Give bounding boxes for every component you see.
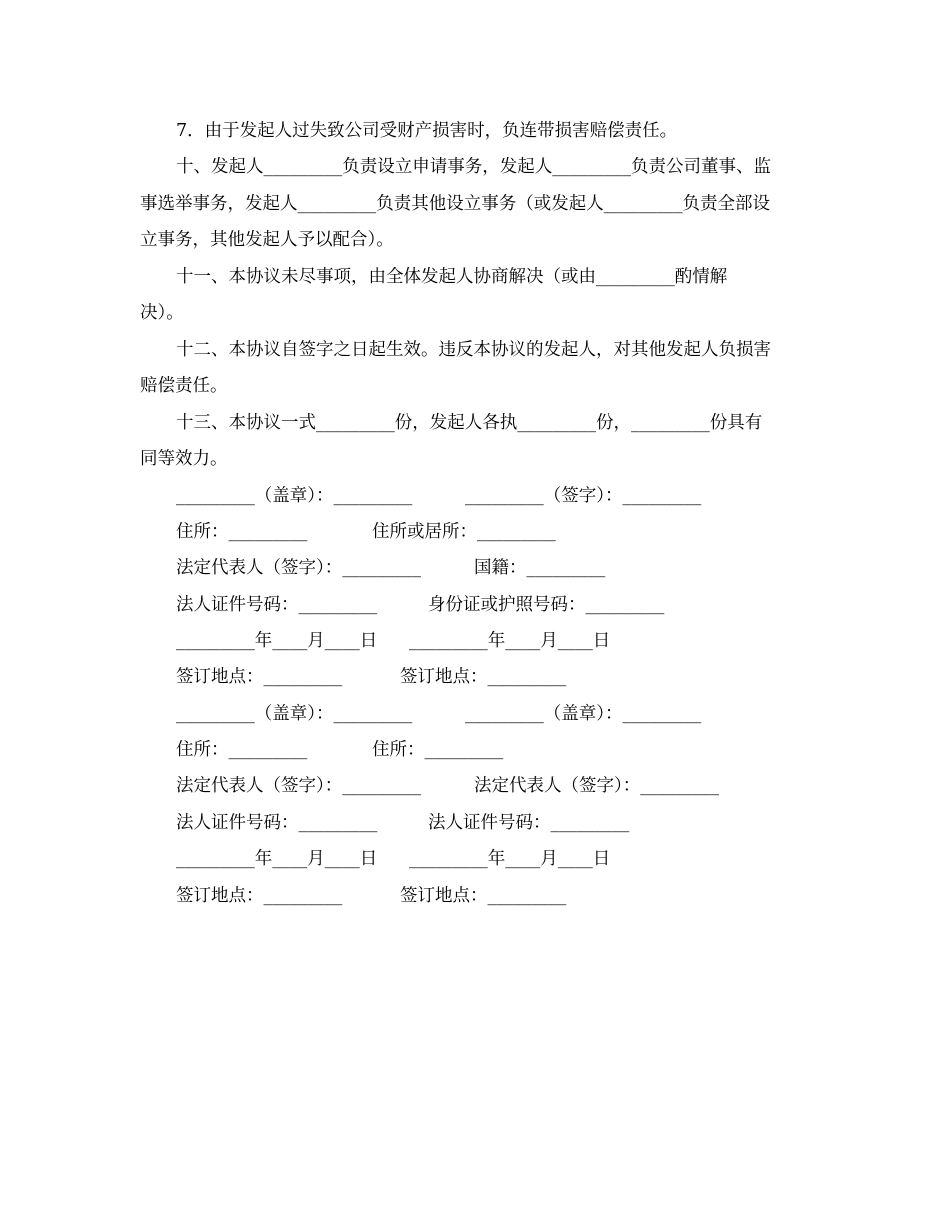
sig2-place-left: 签订地点：_________ [176,886,343,906]
sig2-seal-right: _________（盖章）：_________ [465,704,702,724]
sig1-place-left: 签订地点：_________ [176,667,343,687]
sig1-place-right: 签订地点：_________ [400,667,567,687]
sig1-date-right: _________年____月____日 [409,631,611,651]
sig2-date-right: _________年____月____日 [409,849,611,869]
sig2-legal-rep-left: 法定代表人（签字）：_________ [176,776,421,796]
sig1-nationality-right: 国籍：_________ [474,558,606,578]
sig1-cert-number-left: 法人证件号码：_________ [176,595,378,615]
paragraph-12-line-2: 赔偿责任。 [140,376,228,396]
sig2-cert-number-right: 法人证件号码：_________ [428,813,630,833]
paragraph-11-line-2: 决）。 [140,303,184,323]
paragraph-10-line-1: 十、发起人_________负责设立申请事务，发起人_________负责公司董事、监 [176,157,771,177]
sig1-residence-right: 住所或居所：_________ [372,522,556,542]
sig1-legal-rep-left: 法定代表人（签字）：_________ [176,558,421,578]
sig2-address-right: 住所：_________ [372,740,504,760]
paragraph-10-line-3: 立事务，其他发起人予以配合）。 [140,230,394,250]
sig1-address-left: 住所：_________ [176,522,308,542]
sig1-id-number-right: 身份证或护照号码：_________ [428,595,665,615]
sig2-cert-number-left: 法人证件号码：_________ [176,813,378,833]
paragraph-7: 7．由于发起人过失致公司受财产损害时，负连带损害赔偿责任。 [176,121,678,141]
sig1-signature-right: _________（签字）：_________ [465,486,702,506]
sig1-seal-left: _________（盖章）：_________ [176,486,413,506]
sig1-date-left: _________年____月____日 [176,631,378,651]
sig2-place-right: 签订地点：_________ [400,886,567,906]
sig2-address-left: 住所：_________ [176,740,308,760]
sig2-date-left: _________年____月____日 [176,849,378,869]
paragraph-13-line-1: 十三、本协议一式_________份，发起人各执_________份，_________份具有 [176,413,763,433]
sig2-seal-left: _________（盖章）：_________ [176,704,413,724]
paragraph-10-line-2: 事选举事务，发起人_________负责其他设立事务（或发起人_________负责全部设 [140,194,770,214]
paragraph-12-line-1: 十二、本协议自签字之日起生效。违反本协议的发起人，对其他发起人负损害 [176,340,771,360]
paragraph-11-line-1: 十一、本协议未尽事项，由全体发起人协商解决（或由_________酌情解 [176,267,728,287]
sig2-legal-rep-right: 法定代表人（签字）：_________ [474,776,719,796]
paragraph-13-line-2: 同等效力。 [140,449,228,469]
